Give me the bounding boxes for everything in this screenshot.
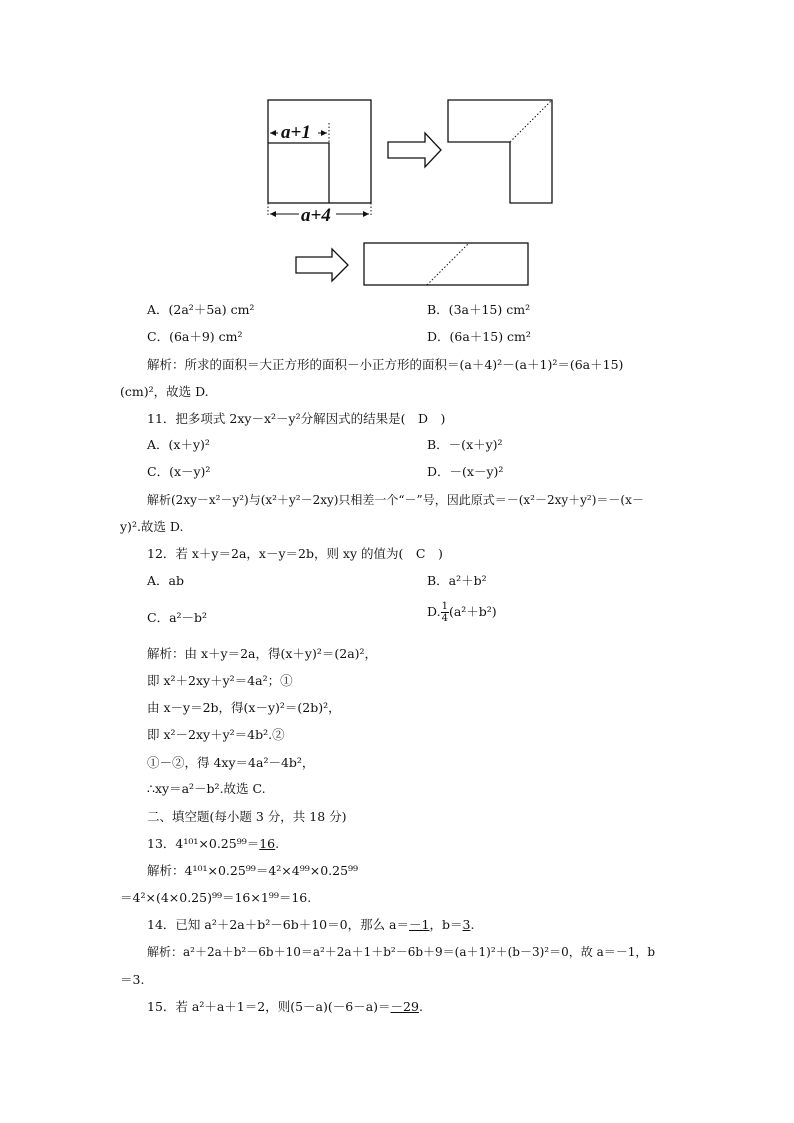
label-a-plus-4: a+4	[301, 205, 331, 226]
big-square	[268, 100, 371, 203]
q10-analysis-line2: (cm)²，故选 D.	[120, 384, 209, 399]
section-title: 二、填空题(每小题 3 分，共 18 分)	[147, 809, 347, 824]
q13-stem	[147, 835, 694, 853]
q12-analysis-line1: 解析：由 x＋y＝2a，得(x＋y)²＝(2a)²，	[147, 646, 378, 661]
fraction-one-quarter	[441, 601, 449, 624]
q14-mid: ，b＝	[429, 917, 463, 932]
q12-option-a: A．ab	[147, 573, 184, 588]
q14-answer-b: 3	[462, 917, 471, 932]
q12-analysis-line5: ①－②，得 4xy＝4a²－4b²，	[147, 755, 315, 770]
q15-stem-text: 15．若 a²＋a＋1＝2，则(5－a)(－6－a)＝	[147, 999, 391, 1014]
q11-analysis-line1: 解析(2xy－x²－y²)与(x²＋y²－2xy)只相差一个“－”号，因此原式＝－(x²－2xy＋y²)＝－(x－	[147, 493, 644, 507]
q15-stem	[147, 998, 694, 1016]
q12-option-c: C．a²－b²	[147, 610, 208, 625]
q12-analysis-line3: 由 x－y＝2b，得(x－y)²＝(2b)²，	[147, 700, 341, 715]
q14-end: .	[470, 917, 475, 932]
small-square	[268, 143, 329, 203]
q10-analysis-line1: 解析：所求的面积＝大正方形的面积－小正方形的面积＝(a＋4)²－(a＋1)²＝(6a＋15)	[147, 357, 624, 372]
arrow-right-2	[296, 249, 348, 281]
q11-option-b: B．－(x＋y)²	[427, 437, 503, 452]
q10-option-c: C．(6a＋9) cm²	[147, 329, 243, 344]
q11-option-c: C．(x－y)²	[147, 464, 211, 479]
q12-option-d	[427, 601, 497, 624]
q12-analysis-line6: ∴xy＝a²－b².故选 C.	[147, 781, 266, 796]
q14-answer-a: －1	[409, 917, 430, 932]
rectangle	[364, 243, 528, 285]
fraction-denominator: 4	[441, 613, 448, 624]
q12-option-d-suffix: (a²＋b²)	[448, 604, 497, 619]
area-figure	[0, 0, 794, 300]
q12-stem: 12．若 x＋y＝2a，x－y＝2b，则 xy 的值为( C )	[147, 546, 443, 561]
q15-answer: －29	[390, 999, 419, 1014]
q10-option-b: B．(3a＋15) cm²	[427, 302, 531, 317]
q13-stem-text: 13．4¹⁰¹×0.25⁹⁹＝	[147, 836, 260, 851]
fraction-numerator: 1	[441, 601, 448, 612]
q13-answer: 16	[259, 836, 276, 851]
q15-end: .	[418, 999, 423, 1014]
q14-analysis-line2: ＝3.	[120, 972, 145, 987]
q11-option-d: D．－(x－y)²	[427, 464, 504, 479]
q14-analysis-line1: 解析：a²＋2a＋b²－6b＋10＝a²＋2a＋1＋b²－6b＋9＝(a＋1)²＋(b－3)²＝0，故 a＝－1，b	[147, 945, 656, 959]
q11-option-a: A．(x＋y)²	[147, 437, 210, 452]
arrow-right-1	[388, 133, 441, 167]
q13-end: .	[275, 836, 280, 851]
q12-analysis-line2: 即 x²＋2xy＋y²＝4a²；①	[147, 673, 293, 688]
q12-option-b: B．a²＋b²	[427, 573, 487, 588]
q12-option-d-prefix: D.	[427, 604, 441, 619]
q12-analysis-line4: 即 x²－2xy＋y²＝4b².②	[147, 727, 285, 742]
q14-stem	[147, 916, 694, 934]
q13-analysis-line2: ＝4²×(4×0.25)⁹⁹＝16×1⁹⁹＝16.	[120, 890, 312, 905]
l-shape	[448, 100, 552, 203]
q10-option-d: D．(6a＋15) cm²	[427, 329, 531, 344]
label-a-plus-1: a+1	[281, 122, 311, 143]
q11-stem: 11．把多项式 2xy－x²－y²分解因式的结果是( D )	[147, 411, 446, 426]
q10-option-a: A．(2a²＋5a) cm²	[147, 302, 255, 317]
q14-stem-text: 14．已知 a²＋2a＋b²－6b＋10＝0，那么 a＝	[147, 917, 410, 932]
q11-analysis-line2: y)².故选 D.	[120, 519, 184, 534]
q13-analysis-line1: 解析：4¹⁰¹×0.25⁹⁹＝4²×4⁹⁹×0.25⁹⁹	[147, 863, 359, 878]
